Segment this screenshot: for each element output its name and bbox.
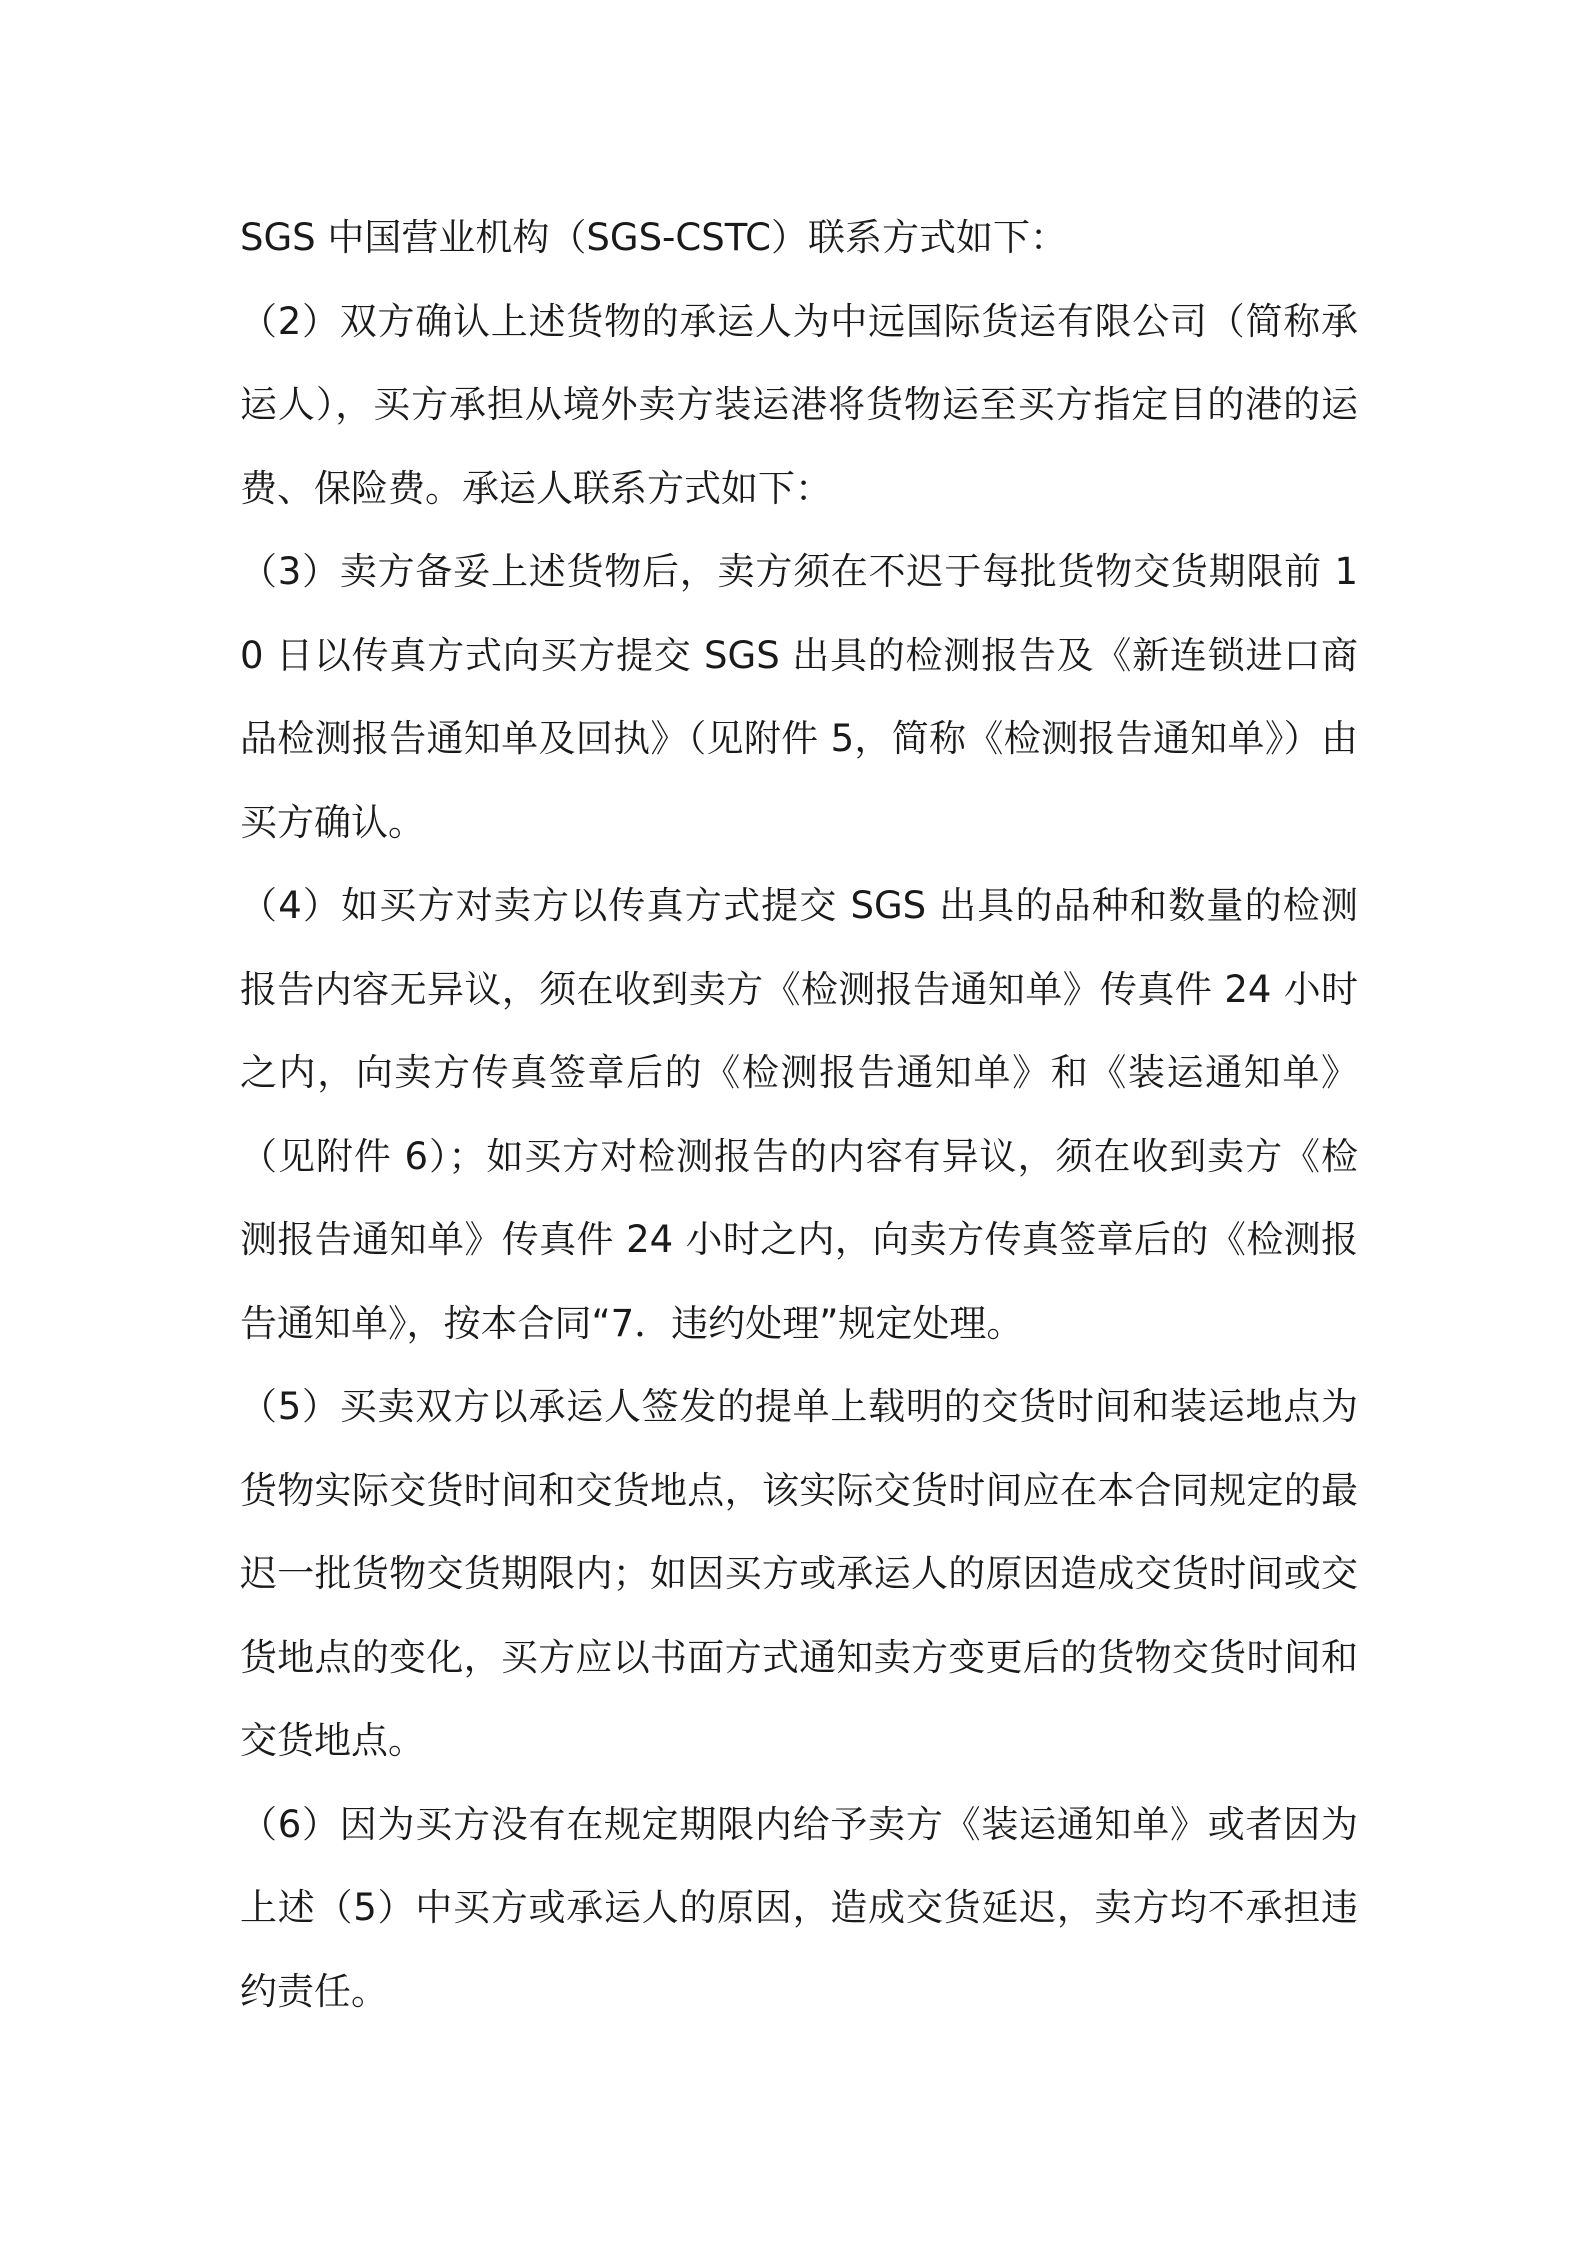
paragraph-4-buyer-objection: （4）如买方对卖方以传真方式提交 SGS 出具的品种和数量的检测报告内容无异议，须在收到卖方《检测报告通知单》传真件 24 小时之内，向卖方传真签章后的《检测报告通知单》和《装运通知单》（见附件 6）；如买方对检测报告的内容有异议，须在收到卖方《检测报告通知单》传真件 24 小时之内，向卖方传真签章后的《检测报告通知单》，按本合同“7．违约处理”规定处理。 bbox=[240, 884, 1358, 1345]
paragraph-3-inspection-report: （3）卖方备妥上述货物后，卖方须在不迟于每批货物交货期限前 10 日以传真方式向买方提交 SGS 出具的检测报告及《新连锁进口商品检测报告通知单及回执》（见附件 5，简称《检测报告通知单》）由买方确认。 bbox=[240, 550, 1358, 844]
paragraph-5-delivery-time: （5）买卖双方以承运人签发的提单上载明的交货时间和装运地点为货物实际交货时间和交货地点，该实际交货时间应在本合同规定的最迟一批货物交货期限内；如因买方或承运人的原因造成交货时间或交货地点的变化，买方应以书面方式通知卖方变更后的货物交货时间和交货地点。 bbox=[240, 1385, 1358, 1762]
paragraph-sgs-contact: SGS 中国营业机构（SGS-CSTC）联系方式如下： bbox=[240, 216, 1067, 259]
document-body bbox=[240, 196, 1358, 2033]
paragraph-6-delay-liability: （6）因为买方没有在规定期限内给予卖方《装运通知单》或者因为上述（5）中买方或承运人的原因，造成交货延迟，卖方均不承担违约责任。 bbox=[240, 1802, 1358, 2013]
paragraph-2-carrier: （2）双方确认上述货物的承运人为中远国际货运有限公司（简称承运人），买方承担从境外卖方装运港将货物运至买方指定目的港的运费、保险费。承运人联系方式如下： bbox=[240, 299, 1358, 510]
